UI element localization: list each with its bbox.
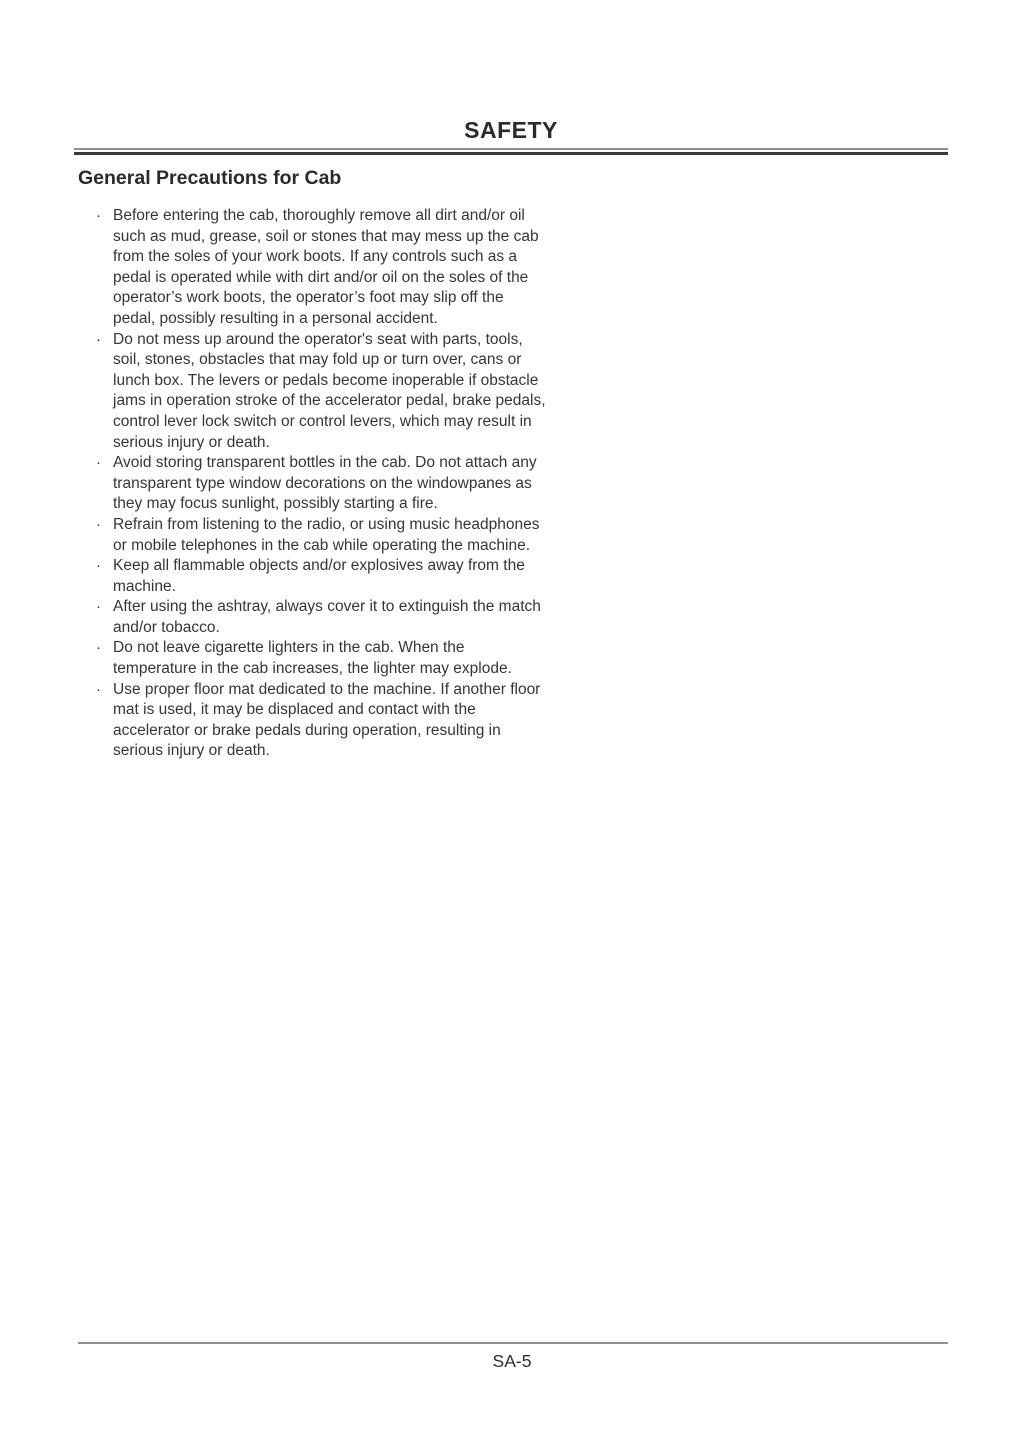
list-item	[96, 515, 548, 556]
list-item-text: Keep all flammable objects and/or explosives away from the machine.	[113, 557, 525, 595]
list-item-text: Use proper floor mat dedicated to the machine. If another floor mat is used, it may be displaced and contact with the accelerator or brake pedals during operation, resulting in serious injury or death.	[113, 680, 541, 760]
bullet-icon: ·	[96, 639, 101, 657]
list-item-text: Before entering the cab, thoroughly remove all dirt and/or oil such as mud, grease, soil or stones that may mess up the cab from the soles of your work boots. If any controls such as a pedal is operated while with dirt and/or oil on the soles of the operator’s work boots, the operator’s foot may slip off the pedal, possibly resulting in a personal accident.	[113, 207, 539, 327]
list-item	[96, 597, 548, 638]
list-item-text: Do not mess up around the operator's seat with parts, tools, soil, stones, obstacles that may fold up or turn over, cans or lunch box. The levers or pedals become inoperable if obstacle jams in operation stroke of the accelerator pedal, brake pedals, control lever lock switch or control levers, which may result in serious injury or death.	[113, 330, 546, 451]
page-header-title: SAFETY	[464, 117, 558, 143]
header-rule-thick	[74, 152, 948, 155]
section-title: General Precautions for Cab	[78, 167, 342, 189]
bullet-icon: ·	[96, 598, 101, 616]
bullet-icon: ·	[96, 454, 101, 472]
bullet-icon: ·	[96, 330, 101, 348]
footer-page-number: SA-5	[492, 1351, 532, 1371]
bullet-icon: ·	[96, 207, 101, 224]
bullet-icon: ·	[96, 515, 101, 533]
list-item-text: After using the ashtray, always cover it to extinguish the match and/or tobacco.	[113, 598, 541, 636]
bullet-icon: ·	[96, 680, 101, 698]
list-item-text: Refrain from listening to the radio, or using music headphones or mobile telephones in the cab while operating the machine.	[113, 515, 540, 554]
precaution-list	[96, 206, 548, 762]
list-item	[96, 206, 548, 330]
list-item	[96, 453, 548, 515]
list-item	[96, 330, 548, 454]
list-item	[96, 680, 548, 762]
list-item-text: Do not leave cigarette lighters in the cab. When the temperature in the cab increases, the lighter may explode.	[113, 639, 512, 678]
list-item-text: Avoid storing transparent bottles in the cab. Do not attach any transparent type window decorations on the windowpanes as they may focus sunlight, possibly starting a fire.	[113, 454, 537, 513]
list-item	[96, 638, 548, 679]
bullet-icon: ·	[96, 557, 101, 575]
list-item	[96, 556, 548, 597]
footer-rule	[78, 1342, 948, 1344]
header-double-rule	[74, 148, 948, 155]
page-header	[74, 0, 948, 155]
